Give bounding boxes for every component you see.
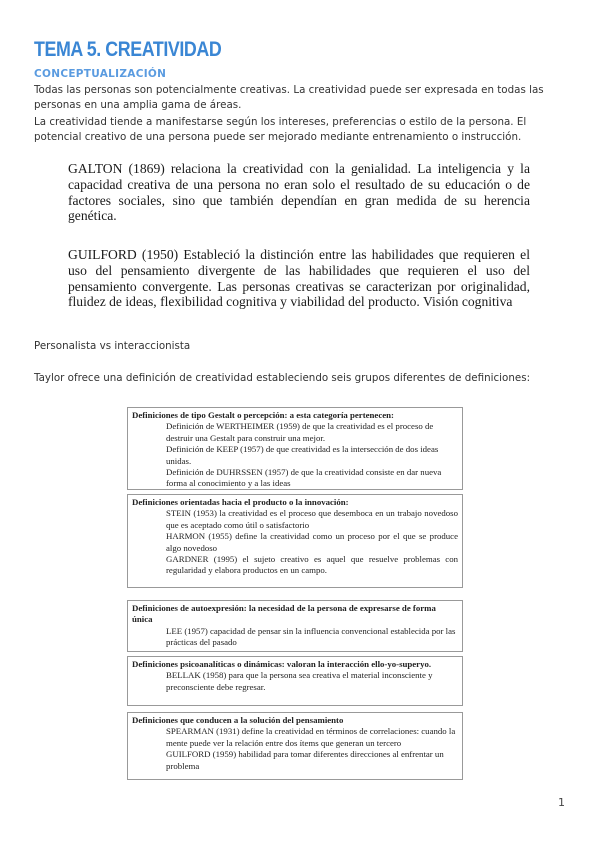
box-item: GUILFORD (1959) habilidad para tomar diferentes direcciones al enfrentar un problema (166, 749, 444, 771)
box-item: Definición de KEEP (1957) de que creatividad es la intersección de dos ideas unidas. (166, 444, 439, 466)
definition-box-problem-solving (127, 712, 463, 780)
box-heading: Definiciones de autoexpresión: la necesidad de la persona de expresarse de forma única (132, 603, 436, 625)
definition-box-selfexpression (127, 600, 463, 652)
definition-box-gestalt (127, 407, 463, 490)
box-heading: Definiciones que conducen a la solución del pensamiento (132, 715, 344, 725)
box-item: BELLAK (1958) para que la persona sea creativa el material inconsciente y preconsciente debe regresar. (166, 670, 433, 692)
box-heading: Definiciones psicoanalíticas o dinámicas: valoran la interacción ello-yo-superyo. (132, 659, 432, 669)
intro-paragraph-1: Todas las personas son potencialmente creativas. La creatividad puede ser expresada en todas las personas en una amplia gama de áreas. (34, 84, 544, 111)
box-heading: Definiciones orientadas hacia el producto o la innovación: (132, 497, 349, 507)
section-subtitle: CONCEPTUALIZACIÓN (34, 68, 167, 80)
intro-paragraph-2: La creatividad tiende a manifestarse según los intereses, preferencias o estilo de la persona. El potencial creativo de una persona puede ser mejorado mediante entrenamiento o instrucción. (34, 116, 527, 143)
box-item: STEIN (1953) la creatividad es el proceso que desemboca en un trabajo novedoso que es aceptado como útil o satisfactorio (166, 508, 458, 530)
box-item: Definición de DUHRSSEN (1957) de que la creatividad consiste en dar nueva forma al conocimiento y a las ideas (166, 467, 442, 489)
galton-quote: GALTON (1869) relaciona la creatividad con la genialidad. La inteligencia y la capacidad creativa de una persona no eran solo el resultado de su educación o de factores sociales, sino que también dependían en gran medida de su herencia genética. (68, 161, 530, 224)
page-number: 1 (558, 796, 565, 809)
box-heading: Definiciones de tipo Gestalt o percepción: a esta categoría pertenecen: (132, 410, 394, 420)
taylor-paragraph: Taylor ofrece una definición de creatividad estableciendo seis grupos diferentes de definiciones: (34, 372, 531, 384)
box-item: GARDNER (1995) el sujeto creativo es aquel que resuelve problemas con regularidad y elabora productos en un campo. (166, 554, 458, 576)
box-item: HARMON (1955) define la creatividad como un proceso por el que se produce algo novedoso (166, 531, 458, 553)
section-label: Personalista vs interaccionista (34, 340, 191, 352)
definition-box-psychoanalytic (127, 656, 463, 706)
definition-box-product (127, 494, 463, 588)
box-item: LEE (1957) capacidad de pensar sin la influencia convencional establecida por las prácticas del pasado (166, 625, 456, 648)
box-item: SPEARMAN (1931) define la creatividad en términos de correlaciones: cuando la mente puede ver la relación entre dos ítems que generan un tercero (166, 726, 456, 748)
box-item: Definición de WERTHEIMER (1959) de que la creatividad es el proceso de destruir una Gestalt para construir una mejor. (166, 421, 434, 443)
guilford-quote: GUILFORD (1950) Estableció la distinción entre las habilidades que requieren el uso del pensamiento divergente de las habilidades que requieren el uso del pensamiento convergente. Las personas creativas se caracterizan por originalidad, fluidez de ideas, flexibilidad cognitiva y viabilidad del producto. Visión cognitiva (68, 247, 530, 310)
page-title: TEMA 5. CREATIVIDAD (34, 38, 222, 61)
